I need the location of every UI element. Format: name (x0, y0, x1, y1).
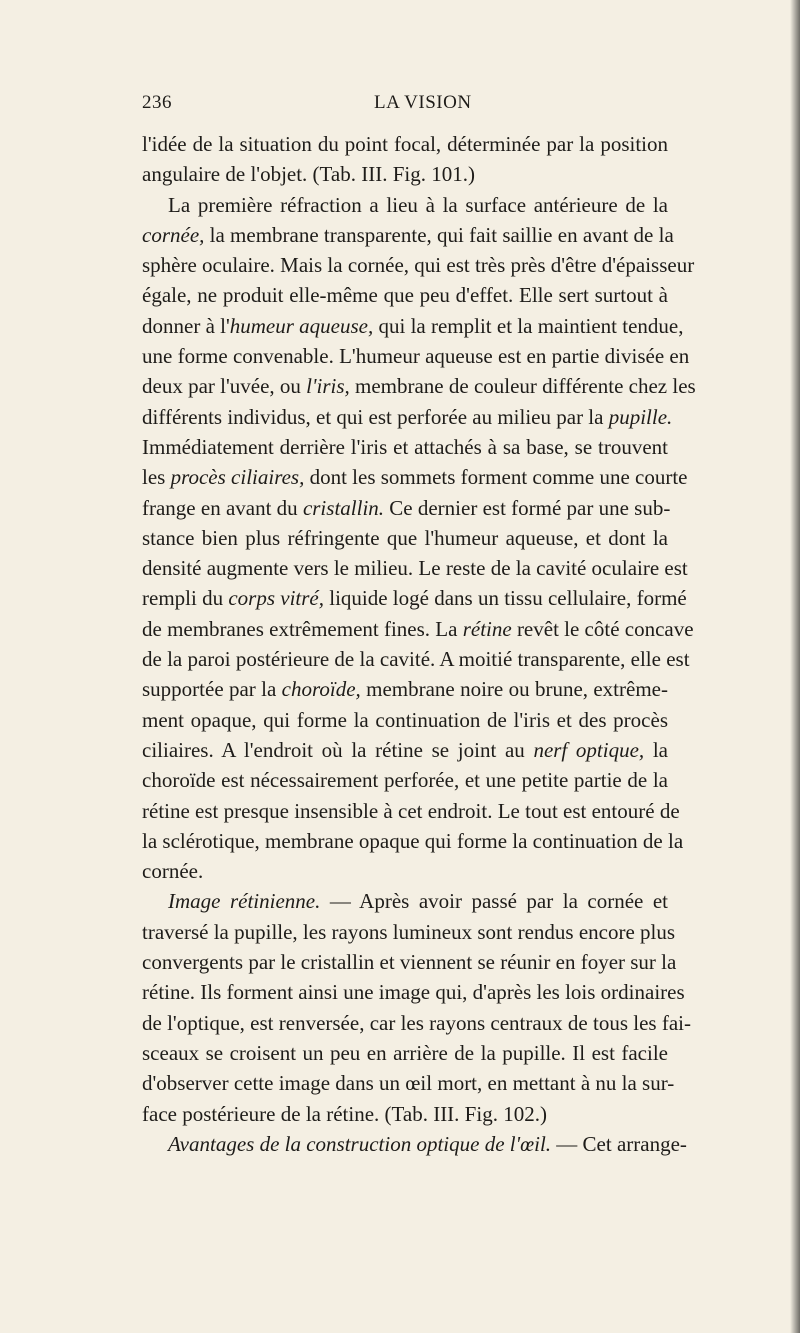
text-line: de membranes extrêmement fines. La rétine revêt le côté concave (142, 616, 694, 641)
running-title: LA VISION (374, 92, 472, 113)
text-line: les procès ciliaires, dont les sommets forment comme une courte (142, 465, 688, 490)
text-line: l'idée de la situation du point focal, déterminée par la position (142, 132, 668, 156)
text-line: égale, ne produit elle-même que peu d'effet. Elle sert surtout à (142, 283, 668, 308)
text-line: ciliaires. A l'endroit où la rétine se joint au nerf optique, la (142, 737, 668, 762)
section-heading-avantages: Avantages de la construction optique de l'œil. (168, 1131, 552, 1156)
term-humeur-aqueuse: humeur aqueuse, (229, 313, 374, 338)
text-line: face postérieure de la rétine. (Tab. III. Fig. 102.) (142, 1101, 547, 1126)
text-line: cornée. (142, 859, 204, 884)
page-edge-shadow (790, 0, 800, 1333)
text-line: donner à l'humeur aqueuse, qui la remplit et la maintient tendue, (142, 313, 684, 338)
text-line: rétine est presque insensible à cet endroit. Le tout est entouré de (142, 798, 680, 823)
section-heading-image-retinienne: Image rétinienne. (168, 889, 321, 914)
term-retine: rétine (462, 616, 512, 641)
text-line: convergents par le cristallin et viennent se réunir en foyer sur la (142, 950, 677, 975)
text-line: différents individus, et qui est perforée au milieu par la pupille. (142, 404, 673, 429)
text-line: choroïde est nécessairement perforée, et une petite partie de la (142, 768, 668, 793)
body-text (142, 129, 696, 1159)
page-header (0, 92, 800, 118)
term-cornee: cornée, (142, 222, 205, 247)
text-line: deux par l'uvée, ou l'iris, membrane de couleur différente chez les (142, 374, 696, 399)
text-line: cornée, la membrane transparente, qui fait saillie en avant de la (142, 222, 674, 247)
text-line: d'observer cette image dans un œil mort, en mettant à nu la sur- (142, 1071, 675, 1096)
text-line: une forme convenable. L'humeur aqueuse est en partie divisée en (142, 344, 690, 369)
term-choroide: choroïde, (281, 677, 361, 702)
text-line: traversé la pupille, les rayons lumineux sont rendus encore plus (142, 919, 676, 944)
page-number: 236 (142, 92, 172, 113)
text-line: densité augmente vers le milieu. Le reste de la cavité oculaire est (142, 556, 688, 581)
text-line: rempli du corps vitré, liquide logé dans un tissu cellulaire, formé (142, 586, 687, 611)
text-line: angulaire de l'objet. (Tab. III. Fig. 101.) (142, 162, 475, 187)
text-line: Avantages de la construction optique de l'œil. — Cet arrange- (168, 1131, 687, 1156)
term-nerf-optique: nerf optique, (533, 737, 645, 762)
term-cristallin: cristallin. (302, 495, 385, 520)
text-line: stance bien plus réfringente que l'humeur aqueuse, et dont la (142, 525, 668, 550)
text-line: La première réfraction a lieu à la surface antérieure de la (168, 192, 668, 217)
text-line: Image rétinienne. — Après avoir passé par la cornée et (168, 889, 668, 914)
term-proces-ciliaires: procès ciliaires, (170, 465, 305, 490)
text-line: rétine. Ils forment ainsi une image qui, d'après les lois ordinaires (142, 980, 685, 1005)
text-line: la sclérotique, membrane opaque qui forme la continuation de la (142, 828, 684, 853)
text-line: de l'optique, est renversée, car les rayons centraux de tous les fai- (142, 1010, 691, 1035)
text-line: sphère oculaire. Mais la cornée, qui est très près d'être d'épaisseur (142, 253, 695, 278)
text-line: Immédiatement derrière l'iris et attachés à sa base, se trouvent (142, 434, 668, 459)
text-line: frange en avant du cristallin. Ce dernier est formé par une sub- (142, 495, 671, 520)
term-corps-vitre: corps vitré, (228, 586, 324, 611)
text-line: sceaux se croisent un peu en arrière de la pupille. Il est facile (142, 1040, 668, 1065)
term-iris: l'iris, (306, 374, 350, 399)
text-line: supportée par la choroïde, membrane noire ou brune, extrême- (142, 677, 668, 702)
text-line: ment opaque, qui forme la continuation de l'iris et des procès (142, 707, 668, 732)
term-pupille: pupille. (608, 404, 673, 429)
text-line: de la paroi postérieure de la cavité. A moitié transparente, elle est (142, 647, 690, 672)
